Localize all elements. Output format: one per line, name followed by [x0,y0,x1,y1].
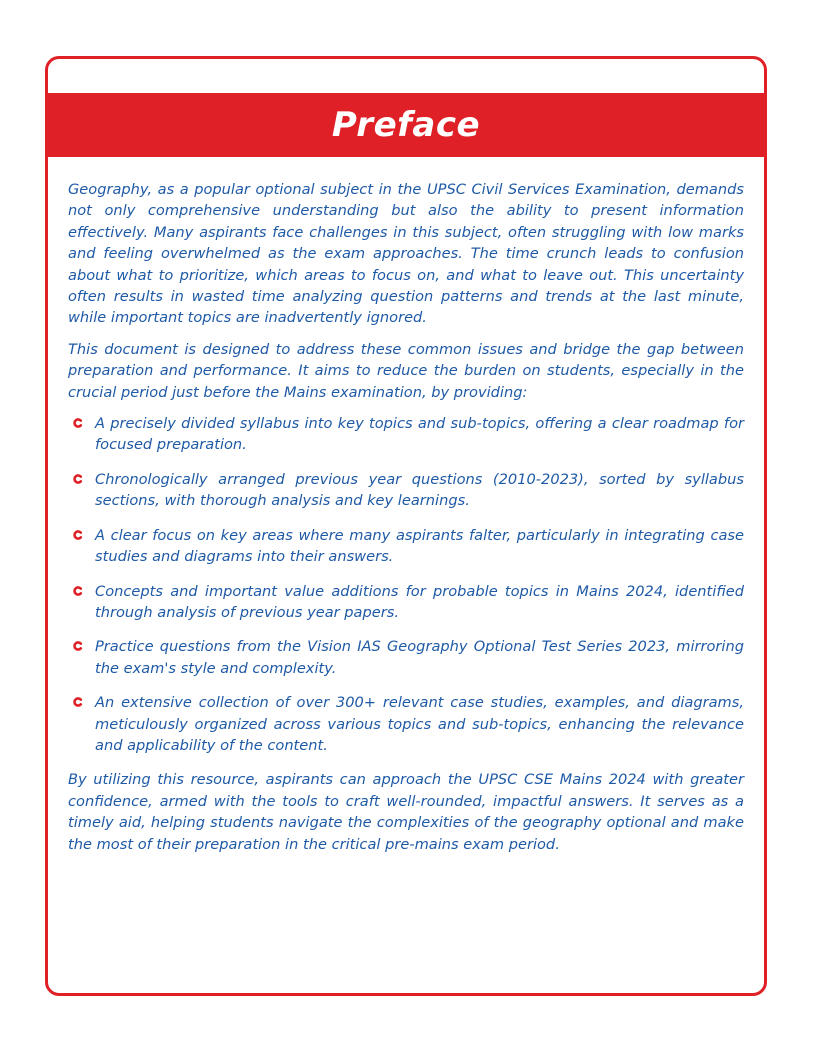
preface-content [68,179,744,865]
list-item [68,636,744,679]
red-c-bullet-icon [73,530,83,540]
list-item [68,581,744,624]
intro-paragraph-1: Geography, as a popular optional subject in the UPSC Civil Services Examination, demands not only comprehensive understanding but also the ability to present information effectively. Many aspirants face challenges in this subject, often struggling with low marks and feeling overwhelmed as the exam approaches. The time crunch leads to confusion about what to prioritize, which areas to focus on, and what to leave out. This uncertainty often results in wasted time analyzing question patterns and trends at the last minute, while important topics are inadvertently ignored. [68,181,744,327]
red-c-bullet-icon [73,586,83,596]
list-item [68,692,744,756]
list-item-text: A precisely divided syllabus into key topics and sub-topics, offering a clear roadmap for focused preparation. [95,415,744,454]
title-banner [48,93,764,157]
list-item-text: Practice questions from the Vision IAS Geography Optional Test Series 2023, mirroring the exam's style and complexity. [95,638,744,677]
list-item-text: An extensive collection of over 300+ relevant case studies, examples, and diagrams, meticulously organized across various topics and sub-topics, enhancing the relevance and applicability of the content. [95,694,744,754]
intro-paragraph-2: This document is designed to address these common issues and bridge the gap between preparation and performance. It aims to reduce the burden on students, especially in the crucial period just before the Mains examination, by providing: [68,340,744,401]
page-frame [45,56,767,996]
list-item [68,469,744,512]
list-item [68,413,744,456]
red-c-bullet-icon [73,474,83,484]
red-c-bullet-icon [73,641,83,651]
list-item-text: A clear focus on key areas where many aspirants falter, particularly in integrating case studies and diagrams into their answers. [95,526,744,566]
page-title: Preface [331,105,481,145]
list-item-text: Concepts and important value additions for probable topics in Mains 2024, identified through analysis of previous year papers. [95,582,744,621]
red-c-bullet-icon [73,697,83,707]
list-item-text: Chronologically arranged previous year questions (2010-2023), sorted by syllabus sections, with thorough analysis and key learnings. [95,470,744,510]
feature-list [68,413,744,756]
red-c-bullet-icon [73,418,83,428]
closing-paragraph: By utilizing this resource, aspirants can approach the UPSC CSE Mains 2024 with greater confidence, armed with the tools to craft well-rounded, impactful answers. It serves as a timely aid, helping students navigate the complexities of the geography optional and make the most of their preparation in the critical pre-mains exam period. [68,771,744,853]
list-item [68,525,744,568]
